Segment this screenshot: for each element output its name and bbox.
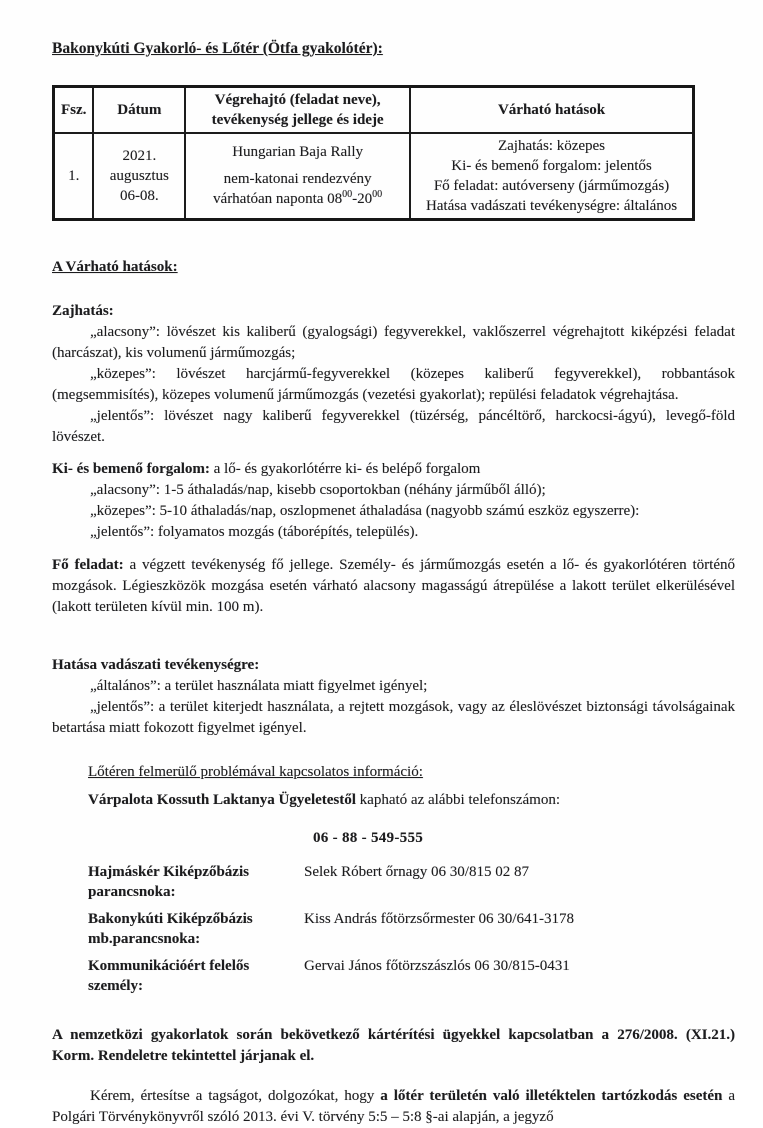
event-time-sup-end: 00 <box>372 189 383 200</box>
section-forgalom <box>52 459 735 543</box>
info-source-rest: kapható az alábbi telefonszámon: <box>355 792 561 808</box>
contact-label: Kommunikációért felelős személy: <box>88 958 250 994</box>
event-type: nem-katonai rendezvény <box>223 171 372 187</box>
vadaszat-label: Hatása vadászati tevékenységre: <box>52 657 260 673</box>
info-heading: Lőtéren felmerülő problémával kapcsolatos információ: <box>88 764 423 780</box>
closing-part1: Kérem, értesítse a tagságot, dolgozókat, hogy <box>90 1088 381 1104</box>
column-header-vegrehajto-line1: Végrehajtó (feladat neve), <box>214 92 381 108</box>
cell-serial-number: 1. <box>54 133 94 220</box>
event-schedule <box>188 189 407 209</box>
section-fo-feladat <box>52 555 735 618</box>
zajhatas-item-alacsony: „alacsony”: lövészet kis kaliberű (gyalogsági) fegyverekkel, vaklőszerrel végrehajtott kiképzési feladat (harcászat), kis volumenű járműmozgás; <box>52 324 735 361</box>
zajhatas-item-jelentos: „jelentős”: lövészet nagy kaliberű fegyverekkel (tüzérség, páncéltörő, harckocsi-ágyú), levegő-föld lövészet. <box>52 408 735 445</box>
column-header-hatasok: Várható hatások <box>410 87 693 134</box>
closing-part3: a Polgári Törvénykönyvről szóló 2013. évi V. törvény 5:5 – 5:8 §-ai alapján, a jegyző <box>52 1088 735 1125</box>
event-time-prefix: várhatóan naponta 08 <box>213 191 343 207</box>
phone-number: 06 - 88 - 549-555 <box>312 830 424 846</box>
legal-paragraph: A nemzetközi gyakorlatok során bekövetkező kártérítési ügyekkel kapcsolatban a 276/2008. (XI.21.) Korm. Rendeletre tekintettel járjanak el. <box>52 1027 735 1064</box>
forgalom-item-alacsony: „alacsony”: 1-5 áthaladás/nap, kisebb csoportokban (néhány járműből álló); <box>90 482 546 498</box>
forgalom-intro-line <box>52 459 735 480</box>
effect-line: Fő feladat: autóverseny (járműmozgás) <box>433 178 670 194</box>
info-source-line <box>88 790 648 811</box>
contact-value: Kiss András főtörzsőrmester 06 30/641-3178 <box>304 911 574 927</box>
contact-label: Bakonykúti Kiképzőbázis mb.parancsnoka: <box>88 911 253 947</box>
table-header-row <box>54 87 694 134</box>
date-year: 2021. <box>122 148 157 164</box>
contact-row <box>88 862 648 902</box>
effect-line: Ki- és bemenő forgalom: jelentős <box>451 158 652 174</box>
closing-paragraph <box>52 1086 735 1128</box>
fo-feladat-label: Fő feladat: <box>52 557 124 573</box>
forgalom-item-kozepes: „közepes”: 5-10 áthaladás/nap, oszlopmenet áthaladása (nagyobb számú eszköz egyszerre): <box>90 503 640 519</box>
date-days: 06-08. <box>119 188 159 204</box>
closing-part2-bold: a lőtér területén való illetéktelen tartózkodás esetén <box>380 1088 723 1104</box>
date-month: augusztus <box>109 168 169 184</box>
event-name: Hungarian Baja Rally <box>232 144 363 160</box>
section-heading-varhato-hatasok: A Várható hatások: <box>52 259 178 275</box>
info-source-bold: Várpalota Kossuth Laktanya Ügyeletestől <box>88 792 356 808</box>
vadaszat-item-jelentos: „jelentős”: a terület kiterjedt használata, a rejtett mozgások, vagy az éleslövészet biztonsági távolságainak betartása miatt fokozott figyelmet igényel. <box>52 699 735 736</box>
contact-value: Gervai János főtörzszászlós 06 30/815-0431 <box>304 958 570 974</box>
zajhatas-label: Zajhatás: <box>52 303 114 319</box>
executor-content <box>186 136 409 216</box>
schedule-table <box>52 85 695 221</box>
column-header-fsz: Fsz. <box>54 87 94 134</box>
effect-line: Zajhatás: közepes <box>497 138 606 154</box>
section-vadaszat <box>52 655 735 739</box>
column-header-vegrehajto-line2: tevékenység jellege és ideje <box>211 112 384 128</box>
event-time-sup-start: 00 <box>342 189 353 200</box>
contact-value: Selek Róbert őrnagy 06 30/815 02 87 <box>304 864 529 880</box>
info-block <box>88 762 648 996</box>
section-zajhatas <box>52 301 735 448</box>
event-details <box>188 169 407 209</box>
zajhatas-item-kozepes: „közepes”: lövészet harcjármű-fegyverekkel (közepes kaliberű fegyverekkel), robbantások (megsemmisítés), közepes volumenű járműmozgás (vezetési gyakorlat); repülési feladatok végrehajtása. <box>52 366 735 403</box>
contact-row <box>88 909 648 949</box>
fo-feladat-text: a végzett tevékenység fő jellege. Személy- és járműmozgás esetén a lő- és gyakorlótéren történő mozgások. Légieszközök mozgása esetén várható alacsony magasságú átrepülése a lakott terület elkerülésével (lakott területen kívül min. 100 m). <box>52 557 735 615</box>
contact-row <box>88 956 648 996</box>
event-time-mid: -20 <box>352 191 373 207</box>
cell-date <box>93 133 185 220</box>
forgalom-item-jelentos: „jelentős”: folyamatos mozgás (táborépítés, település). <box>90 524 419 540</box>
effect-line: Hatása vadászati tevékenységre: általános <box>425 198 678 214</box>
vadaszat-item-altalanos: „általános”: a terület használata miatt figyelmet igényel; <box>90 678 428 694</box>
forgalom-label: Ki- és bemenő forgalom: <box>52 461 210 477</box>
contact-label: Hajmáskér Kiképzőbázis parancsnoka: <box>88 864 249 900</box>
column-header-datum: Dátum <box>93 87 185 134</box>
cell-expected-effects <box>410 133 693 220</box>
document-title: Bakonykúti Gyakorló- és Lőtér (Ötfa gyakolótér): <box>52 40 383 57</box>
cell-executor <box>185 133 410 220</box>
table-row <box>54 133 694 220</box>
forgalom-intro: a lő- és gyakorlótérre ki- és belépő forgalom <box>209 461 481 477</box>
column-header-vegrehajto <box>185 87 410 134</box>
